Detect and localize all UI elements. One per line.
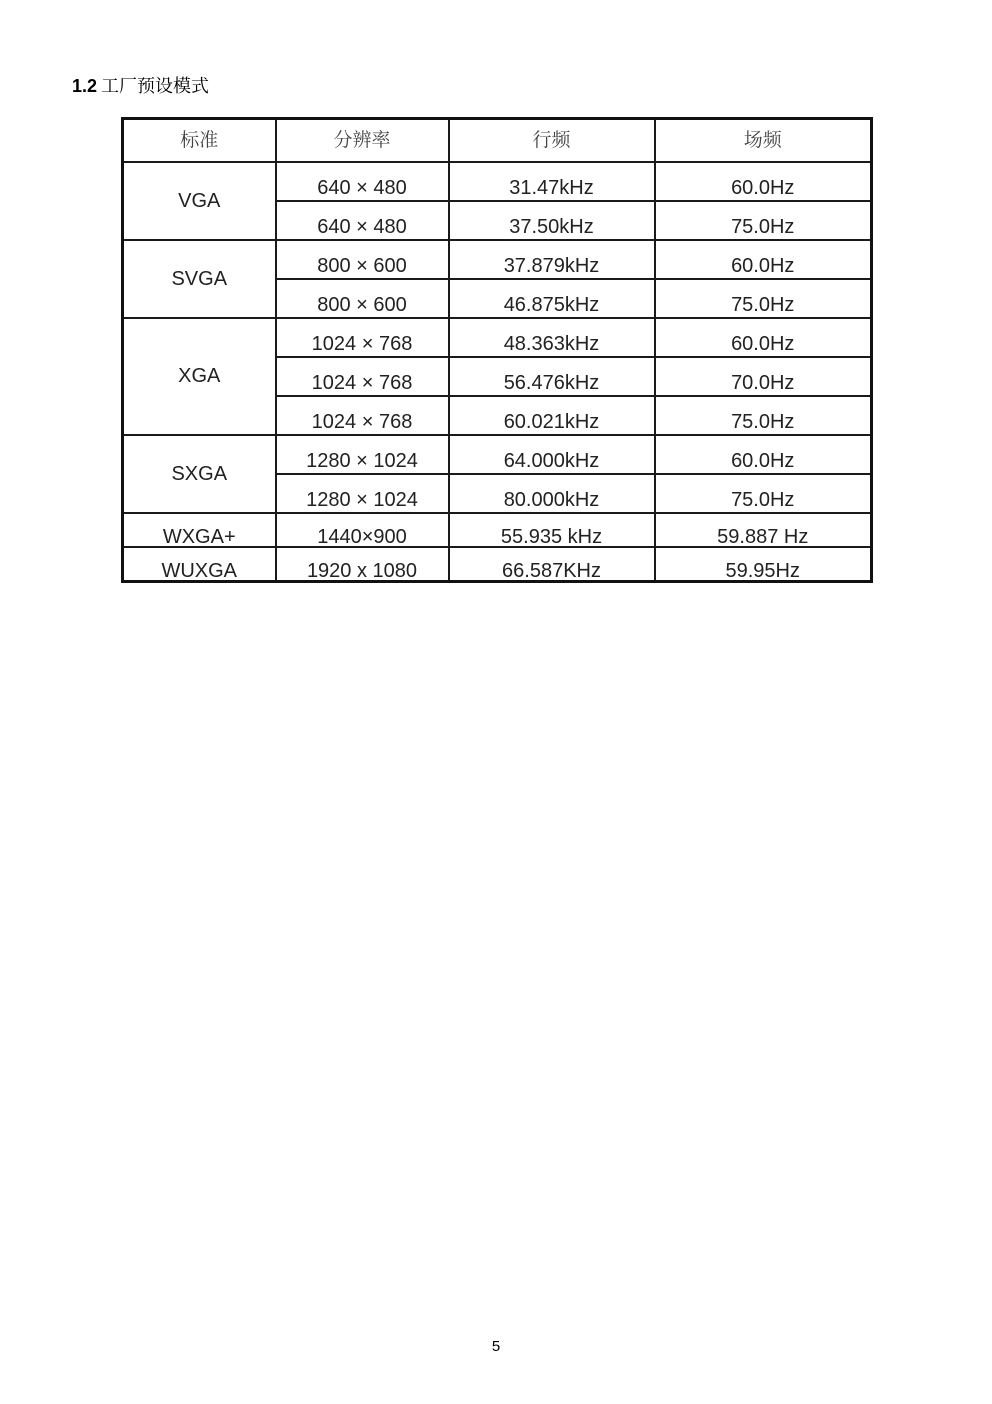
resolution-cell: 1024 × 768 (276, 396, 449, 435)
v-freq-cell: 60.0Hz (655, 240, 872, 279)
v-freq-cell: 70.0Hz (655, 357, 872, 396)
standard-cell: WXGA+ (123, 513, 276, 547)
table-row (123, 240, 872, 279)
resolution-cell: 1024 × 768 (276, 318, 449, 357)
resolution-cell: 640 × 480 (276, 201, 449, 240)
resolution-cell: 800 × 600 (276, 279, 449, 318)
v-freq-cell: 75.0Hz (655, 474, 872, 513)
h-freq-cell: 48.363kHz (449, 318, 655, 357)
v-freq-cell: 59.887 Hz (655, 513, 872, 547)
standard-cell: WUXGA (123, 547, 276, 582)
resolution-cell: 800 × 600 (276, 240, 449, 279)
v-freq-cell: 60.0Hz (655, 162, 872, 201)
v-freq-cell: 59.95Hz (655, 547, 872, 582)
standard-cell: SVGA (123, 240, 276, 318)
resolution-cell: 1280 × 1024 (276, 435, 449, 474)
resolution-cell: 1024 × 768 (276, 357, 449, 396)
table-row (123, 318, 872, 357)
h-freq-cell: 31.47kHz (449, 162, 655, 201)
v-freq-cell: 60.0Hz (655, 318, 872, 357)
h-freq-cell: 46.875kHz (449, 279, 655, 318)
table-row (123, 435, 872, 474)
table-row (123, 162, 872, 201)
h-freq-cell: 56.476kHz (449, 357, 655, 396)
resolution-cell: 1920 x 1080 (276, 547, 449, 582)
table-row (123, 547, 872, 582)
header-standard: 标准 (123, 119, 276, 163)
h-freq-cell: 60.021kHz (449, 396, 655, 435)
section-title: 工厂预设模式 (101, 76, 210, 97)
resolution-cell: 1440×900 (276, 513, 449, 547)
h-freq-cell: 55.935 kHz (449, 513, 655, 547)
v-freq-cell: 60.0Hz (655, 435, 872, 474)
resolution-cell: 1280 × 1024 (276, 474, 449, 513)
v-freq-cell: 75.0Hz (655, 396, 872, 435)
h-freq-cell: 37.50kHz (449, 201, 655, 240)
table-row (123, 513, 872, 547)
standard-cell: XGA (123, 318, 276, 435)
standard-cell: SXGA (123, 435, 276, 513)
table-header-row (123, 119, 872, 163)
v-freq-cell: 75.0Hz (655, 201, 872, 240)
h-freq-cell: 37.879kHz (449, 240, 655, 279)
page-number: 5 (491, 1338, 501, 1355)
section-number: 1.2 (72, 76, 98, 96)
section-heading (72, 72, 209, 98)
h-freq-cell: 64.000kHz (449, 435, 655, 474)
v-freq-cell: 75.0Hz (655, 279, 872, 318)
header-resolution: 分辨率 (276, 119, 449, 163)
h-freq-cell: 80.000kHz (449, 474, 655, 513)
preset-modes-table (121, 117, 873, 583)
header-v-freq: 场频 (655, 119, 872, 163)
standard-cell: VGA (123, 162, 276, 240)
resolution-cell: 640 × 480 (276, 162, 449, 201)
h-freq-cell: 66.587KHz (449, 547, 655, 582)
header-h-freq: 行频 (449, 119, 655, 163)
